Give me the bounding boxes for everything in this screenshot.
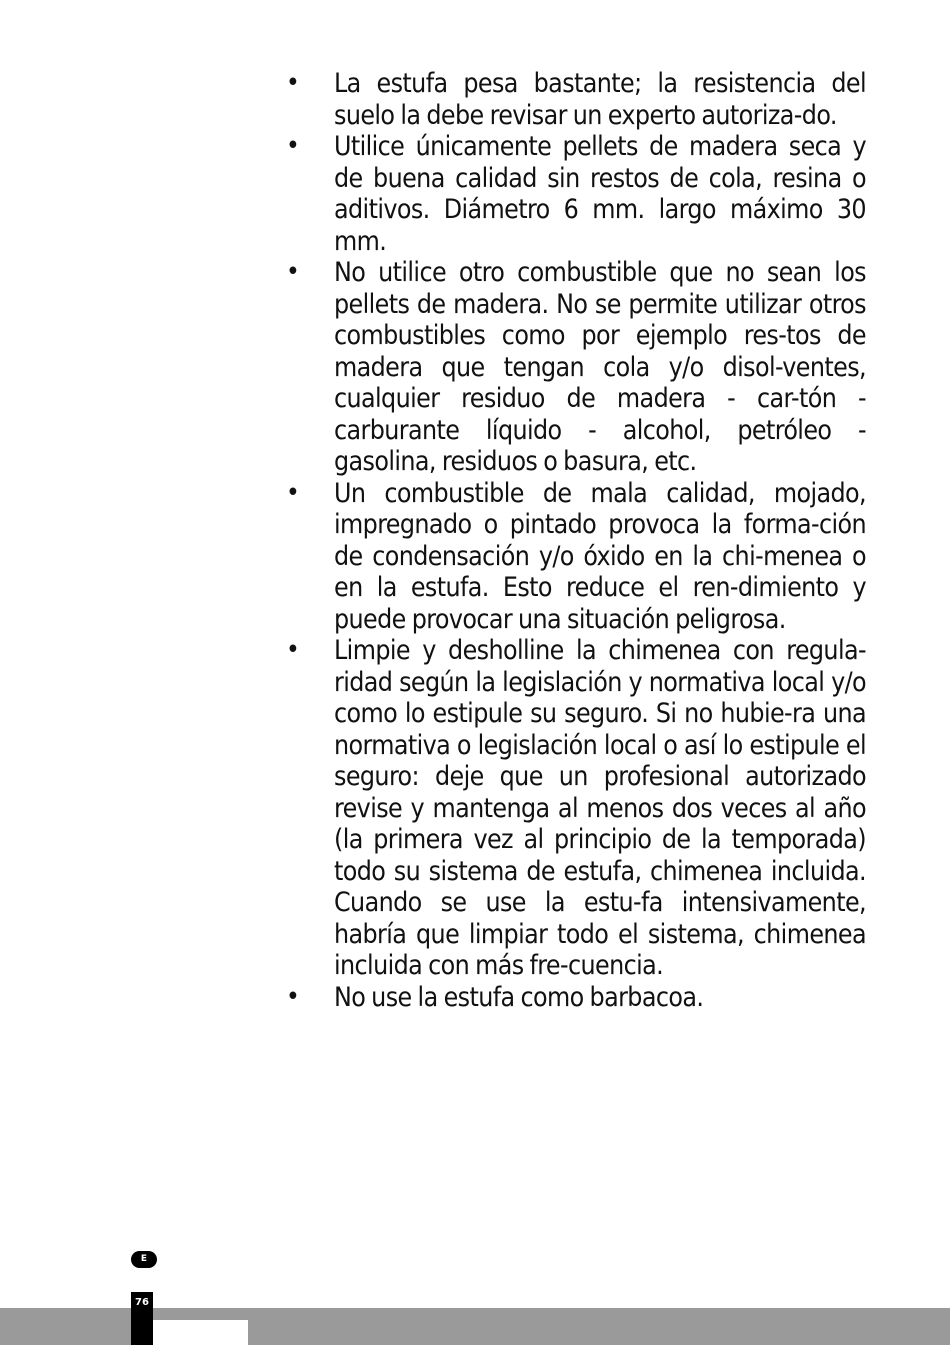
bullet-icon: •	[286, 257, 300, 287]
page-number: 76	[131, 1292, 153, 1345]
bullet-icon: •	[286, 68, 300, 98]
bullet-icon: •	[286, 477, 300, 508]
list-item-text: Un combustible de mala calidad, mojado, impregnado o pintado provoca la forma-ción de condensación y/o óxido en la chi-menea o en la estufa. Esto reduce el ren-dimiento y puede provocar una situación peligrosa.	[334, 477, 866, 635]
bullet-icon: •	[286, 635, 300, 665]
language-badge: E	[131, 1251, 157, 1268]
bullet-icon: •	[286, 981, 300, 1012]
list-item-text: No utilice otro combustible que no sean los pellets de madera. No se permite utilizar otros combustibles como por ejemplo res-tos de madera que tengan cola y/o disol-ventes, cualquier residuo de madera - car-tón - carburante líquido - alcohol, petróleo - gasolina, residuos o basura, etc.	[334, 257, 866, 477]
list-item-text: Utilice únicamente pellets de madera seca y de buena calidad sin restos de cola, resina o aditivos. Diámetro 6 mm. largo máximo 30 mm.	[334, 131, 866, 257]
list-item	[286, 982, 866, 1014]
list-item	[286, 478, 866, 636]
bullet-icon: •	[286, 131, 300, 161]
list-item	[286, 68, 866, 131]
list-item-text: No use la estufa como barbacoa.	[334, 981, 704, 1013]
page-content	[286, 68, 866, 1013]
footer-strip	[153, 1320, 248, 1345]
list-item-text: Limpie y desholline la chimenea con regula-ridad según la legislación y normativa local y/o como lo estipule su seguro. Si no hubie-ra una normativa o legislación local o así lo estipule el seguro: deje que un profesional autorizado revise y mantenga al menos dos veces al año (la primera vez al principio de la temporada) todo su sistema de estufa, chimenea incluida. Cuando se use la estu-fa intensivamente, habría que limpiar todo el sistema, chimenea incluida con más fre-cuencia.	[334, 635, 866, 981]
safety-bullet-list	[286, 68, 866, 1013]
list-item	[286, 131, 866, 257]
list-item-text: La estufa pesa bastante; la resistencia del suelo la debe revisar un experto autoriza-do.	[334, 68, 866, 131]
list-item	[286, 635, 866, 982]
list-item	[286, 257, 866, 478]
